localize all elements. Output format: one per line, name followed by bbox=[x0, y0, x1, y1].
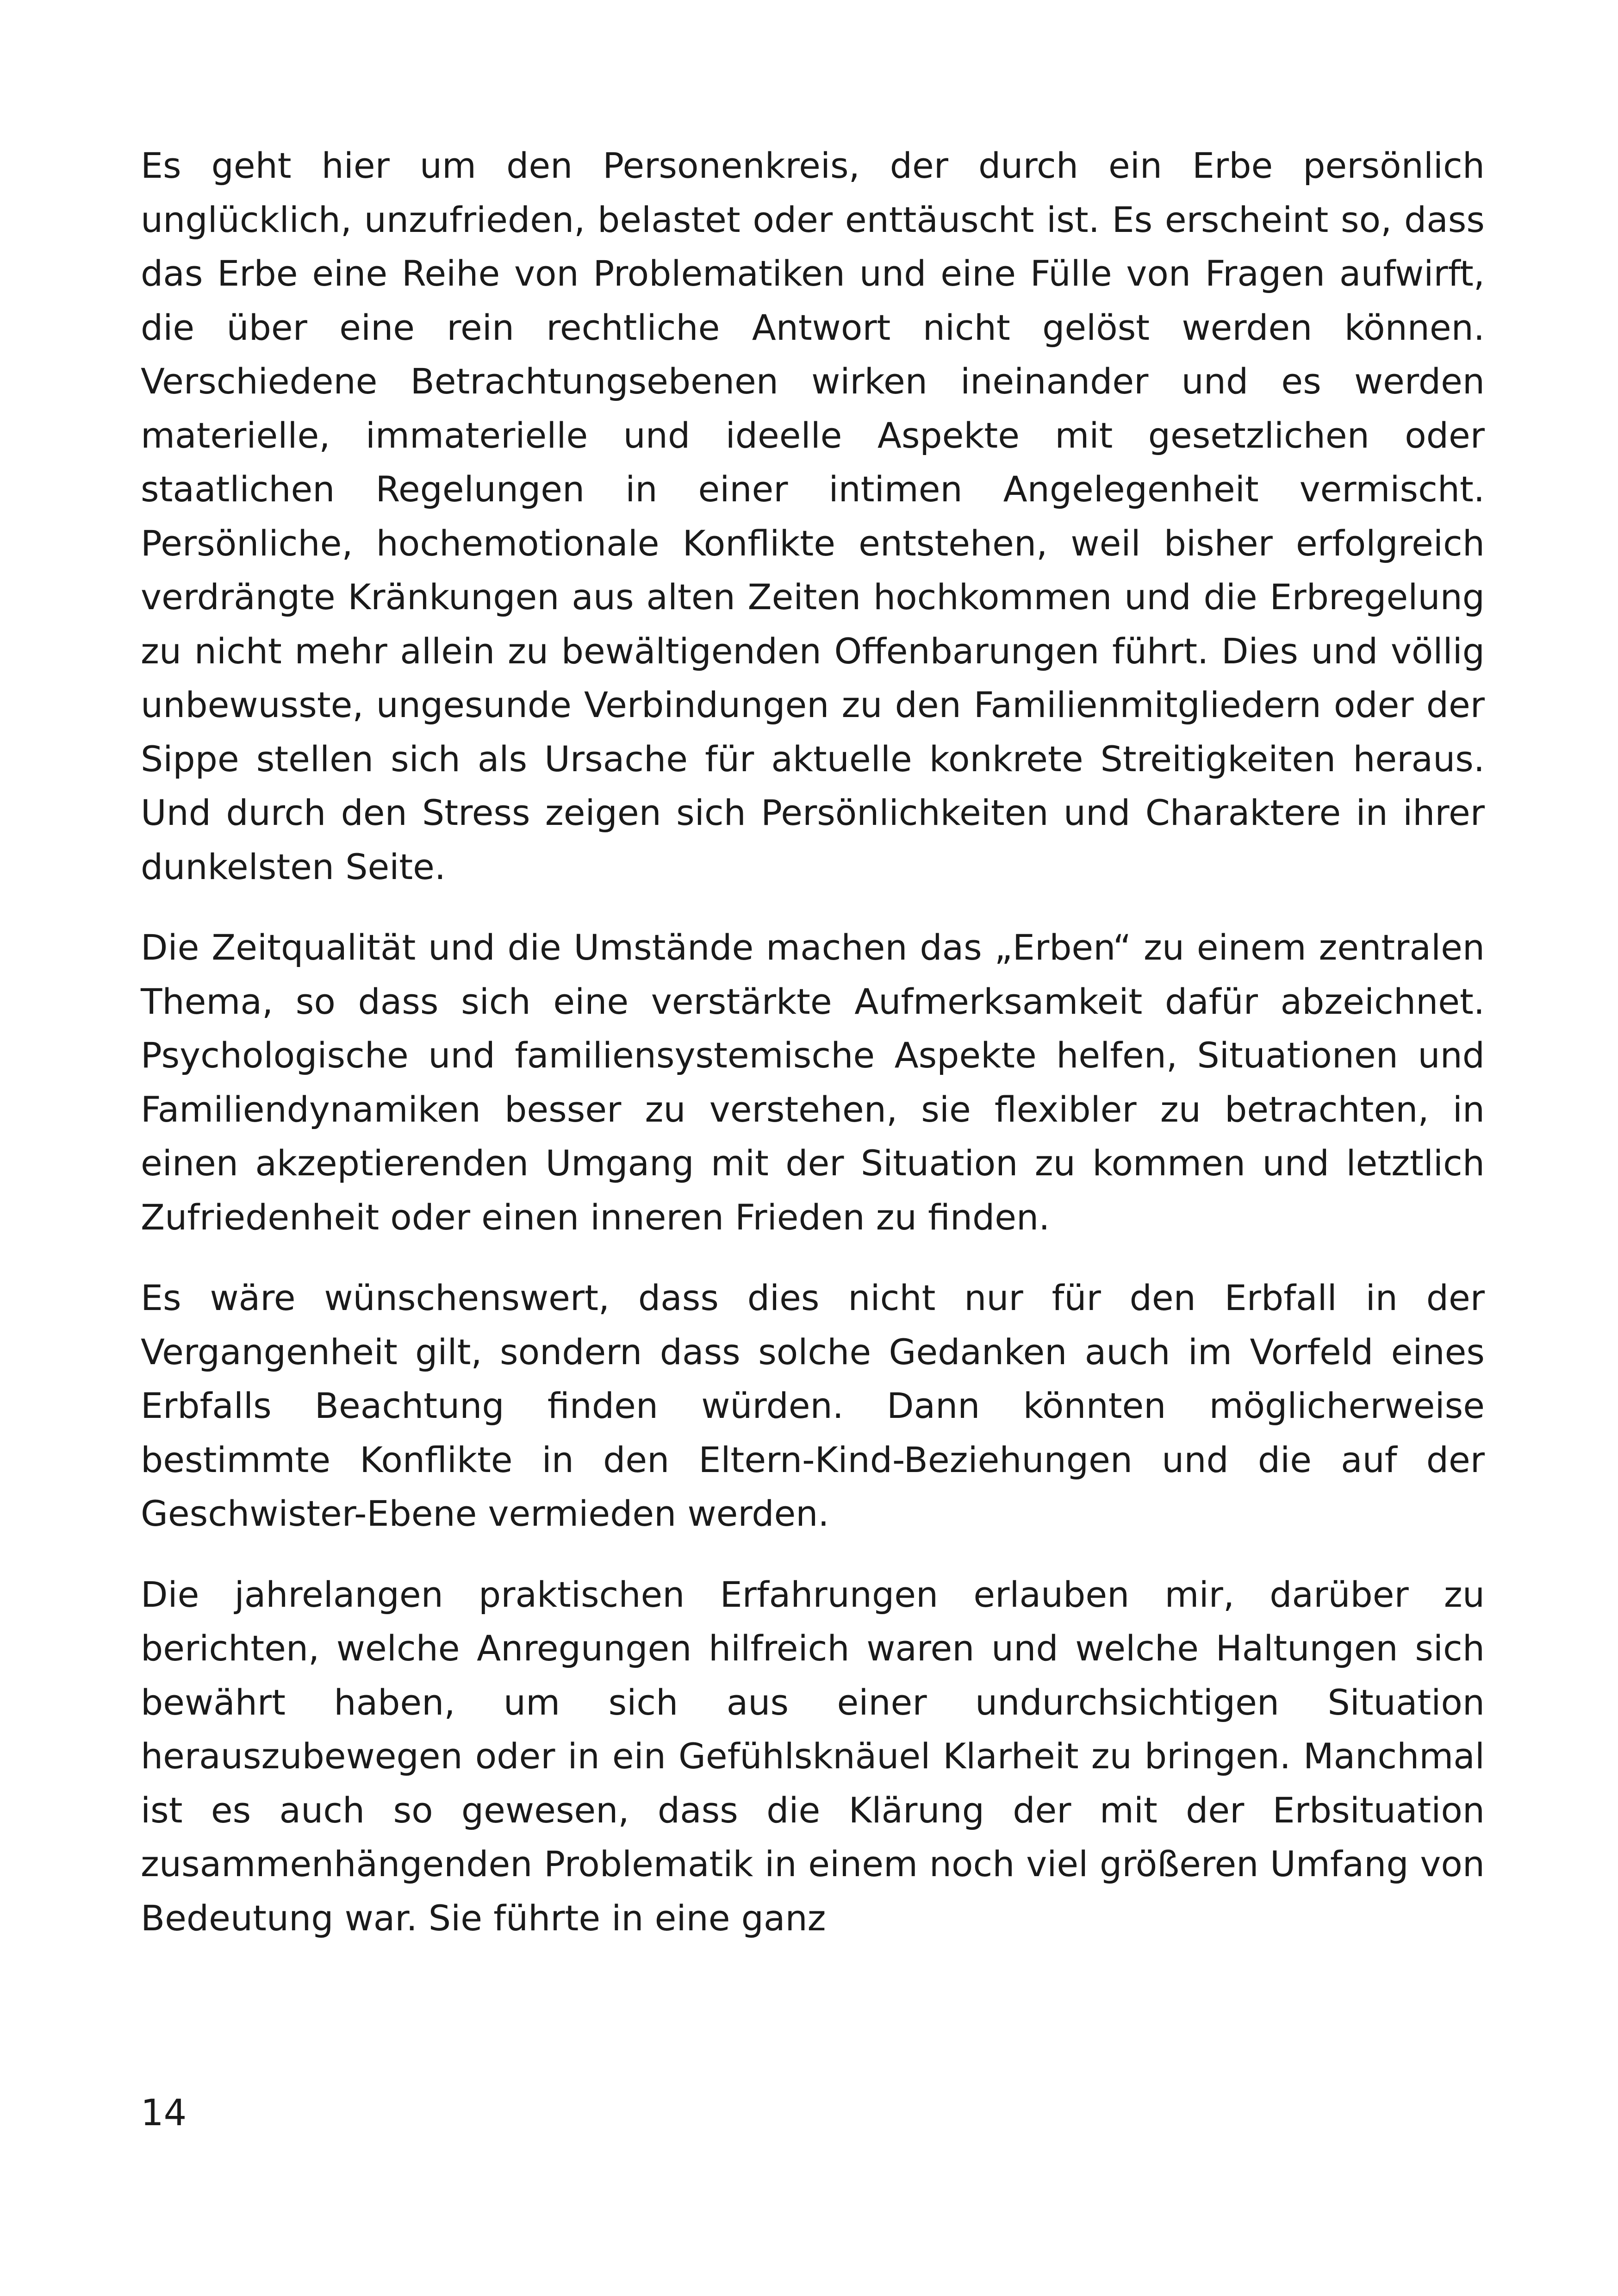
paragraph-4: Die jahrelangen praktischen Erfahrungen erlauben mir, darüber zu berichten, welche Anregungen hilfreich waren und welche Haltungen sich bewährt haben, um sich aus einer undurchsichtigen Situation herauszubewegen oder in ein Gefühlsknäuel Klarheit zu bringen. Manchmal ist es auch so gewesen, dass die Klärung der mit der Erbsituation zusammenhängenden Problematik in einem noch viel größeren Umfang von Bedeutung war. Sie führte in eine ganz bbox=[141, 1573, 1485, 1939]
page-number: 14 bbox=[141, 2092, 187, 2134]
body-text bbox=[141, 139, 1485, 1945]
paragraph-2: Die Zeitqualität und die Umstände machen das „Erben“ zu einem zentralen Thema, so dass sich eine verstärkte Aufmerksamkeit dafür abzeichnet. Psychologische und familiensystemische Aspekte helfen, Situationen und Familiendynamiken besser zu verstehen, sie flexibler zu betrachten, in einen akzeptierenden Umgang mit der Situation zu kommen und letztlich Zufriedenheit oder einen inneren Frieden zu finden. bbox=[141, 927, 1485, 1238]
paragraph-3: Es wäre wünschenswert, dass dies nicht nur für den Erbfall in der Vergangenheit gilt, sondern dass solche Gedanken auch im Vorfeld eines Erbfalls Beachtung finden würden. Dann könnten möglicherweise bestimmte Konflikte in den Eltern-Kind-Beziehungen und die auf der Geschwister-Ebene vermieden werden. bbox=[141, 1277, 1485, 1534]
paragraph-1: Es geht hier um den Personenkreis, der durch ein Erbe persönlich unglücklich, unzufrieden, belastet oder enttäuscht ist. Es erscheint so, dass das Erbe eine Reihe von Problematiken und eine Fülle von Fragen aufwirft, die über eine rein rechtliche Antwort nicht gelöst werden können. Verschiedene Betrachtungsebenen wirken ineinander und es werden materielle, immaterielle und ideelle Aspekte mit gesetzlichen oder staatlichen Regelungen in einer intimen Angelegenheit vermischt. Persönliche, hochemotionale Konflikte entstehen, weil bisher erfolgreich verdrängte Kränkungen aus alten Zeiten hochkommen und die Erbregelung zu nicht mehr allein zu bewältigenden Offenbarungen führt. Dies und völlig unbewusste, ungesunde Verbindungen zu den Familienmitgliedern oder der Sippe stellen sich als Ursache für aktuelle konkrete Streitigkeiten heraus. Und durch den Stress zeigen sich Persönlichkeiten und Charaktere in ihrer dunkelsten Seite. bbox=[141, 145, 1485, 887]
